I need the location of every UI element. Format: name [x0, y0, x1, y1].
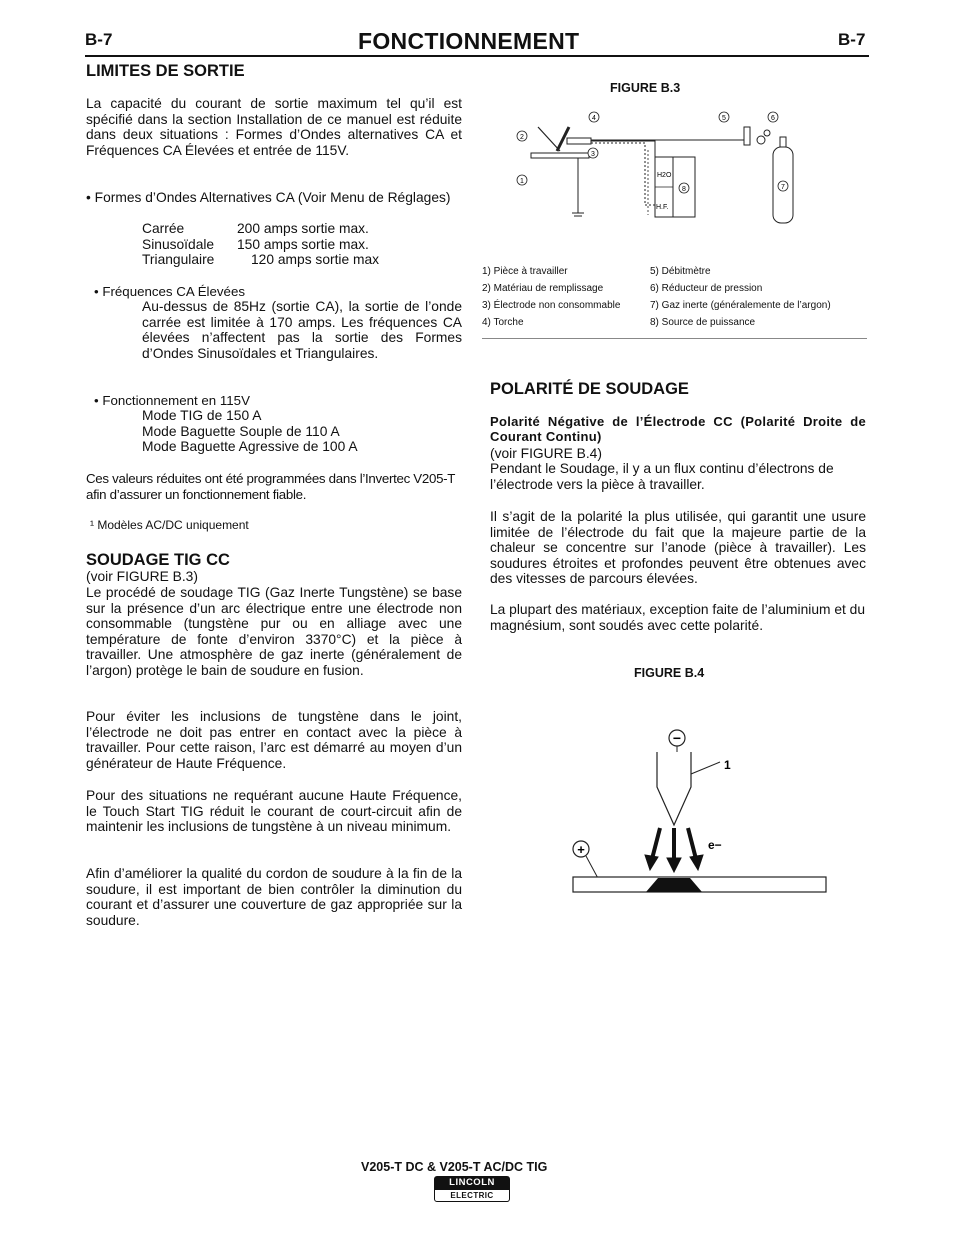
- svg-text:1: 1: [520, 178, 524, 185]
- limites-bullet-frequencies: • Fréquences CA Élevées: [94, 284, 245, 299]
- waveform-list: [142, 221, 442, 268]
- limites-note: Ces valeurs réduites ont été programmées dans l’Invertec V205-T afin d’assurer un fonctionnement fiable.: [86, 471, 455, 502]
- legend-item: 5) Débitmètre: [650, 266, 711, 277]
- electron-flow-arrows: [645, 828, 703, 872]
- callout-3: [588, 148, 598, 158]
- legend-item: 8) Source de puissance: [650, 317, 756, 328]
- svg-text:+: +: [577, 842, 585, 857]
- callout-4: [589, 112, 599, 122]
- svg-text:3: 3: [591, 151, 595, 158]
- legend-divider: [482, 338, 867, 339]
- tig-paragraph: Pour éviter les inclusions de tungstène dans le joint, l’électrode ne doit pas entrer en contact avec la pièce à travailler. Pour cette raison, l’arc est démarré au moyen d’un générateur de Haute Fréquence.: [86, 709, 462, 771]
- waveform-value: 120 amps sortie max: [251, 252, 380, 268]
- polarite-paragraph: Pendant le Soudage, il y a un flux continu d’électrons de l’électrode vers la pièce à travailler.: [490, 461, 834, 492]
- waveform-value: 200 amps sortie max.: [237, 221, 369, 236]
- limites-bullet-115v: • Fonctionnement en 115V: [94, 393, 250, 408]
- logo-bottom: ELECTRIC: [434, 1189, 510, 1202]
- legend-item: 2) Matériau de remplissage: [482, 283, 604, 294]
- mode-item: Mode TIG de 150 A: [142, 408, 262, 423]
- waveform-value: 150 amps sortie max.: [237, 236, 369, 252]
- waveform-row: [142, 237, 442, 253]
- tig-paragraph: Afin d’améliorer la qualité du cordon de soudure à la fin de la soudure, il est important de bien contrôler la diminution du courant et d’assurer une couverture de gaz appropriée sur la soudure.: [86, 866, 462, 928]
- callout-2: [517, 131, 527, 141]
- negative-terminal: [669, 730, 685, 746]
- waveform-name: Triangulaire: [142, 252, 215, 268]
- limites-bullet-waveforms: • Formes d’Ondes Alternatives CA (Voir Menu de Réglages): [86, 190, 451, 205]
- legend-item: 3) Électrode non consommable: [482, 300, 621, 311]
- svg-text:−: −: [672, 730, 682, 746]
- svg-text:8: 8: [682, 186, 686, 193]
- tig-heading: SOUDAGE TIG CC: [86, 551, 230, 569]
- h2o-label: H2O: [657, 172, 672, 179]
- page-code-right: B-7: [838, 30, 866, 49]
- tig-paragraph: Le procédé de soudage TIG (Gaz Inerte Tungstène) se base sur la présence d’un arc électrique entre une électrode non consommable (tungstène pur ou en alliage avec une température de fonte d’environ 3370°C) et la pièce à travailler. Une atmosphère de gaz inerte (généralement de l’argon) protège le bain de soudure en fusion.: [86, 585, 462, 678]
- figure-b4-diagram: [560, 722, 860, 902]
- mode-item: Mode Baguette Souple de 110 A: [142, 423, 340, 439]
- figure-b4-label: FIGURE B.4: [634, 666, 705, 680]
- figure-b3-diagram: [505, 105, 805, 230]
- legend-item: 4) Torche: [482, 317, 524, 328]
- mode-item: Mode Baguette Agressive de 100 A: [142, 439, 358, 455]
- footer-model: V205-T DC & V205-T AC/DC TIG: [361, 1160, 548, 1174]
- page-code-left: B-7: [85, 30, 113, 49]
- polarite-subheading: Polarité Négative de l’Électrode CC (Polarité Droite de Courant Continu): [490, 414, 866, 444]
- figure-b3-label: FIGURE B.3: [610, 81, 681, 95]
- hf-label: H.F.: [656, 204, 669, 211]
- mode-list: [142, 408, 462, 455]
- figure-b3-legend-right: [650, 263, 831, 331]
- waveform-name: Sinusoïdale: [142, 236, 215, 252]
- legend-item: 7) Gaz inerte (généralemente de l’argon): [650, 300, 831, 311]
- polarite-heading: POLARITÉ DE SOUDAGE: [490, 380, 689, 398]
- polarite-paragraph: La plupart des matériaux, exception faite de l’aluminium et du magnésium, sont soudés avec cette polarité.: [490, 602, 866, 633]
- callout-6: [768, 112, 778, 122]
- callout-1: 1: [724, 758, 731, 772]
- svg-text:6: 6: [771, 115, 775, 122]
- callout-5: [719, 112, 729, 122]
- svg-text:5: 5: [722, 115, 726, 122]
- callout-1: [517, 175, 527, 185]
- svg-text:4: 4: [592, 115, 596, 122]
- positive-terminal: [573, 841, 589, 857]
- callout-7: [778, 181, 788, 191]
- callout-8: [679, 183, 689, 193]
- svg-text:2: 2: [520, 134, 524, 141]
- limites-heading: LIMITES DE SORTIE: [86, 62, 245, 80]
- electron-label: e−: [708, 838, 722, 852]
- limites-intro: La capacité du courant de sortie maximum tel qu’il est spécifié dans la section Installation de ce manuel est réduite dans deux situations : Formes d’Ondes alternatives CA et Fréquences CA Élevées et entrée de 115V.: [86, 96, 462, 158]
- limites-footnote: ¹ Modèles AC/DC uniquement: [90, 518, 249, 532]
- waveform-row: [142, 221, 442, 237]
- waveform-row: [142, 252, 442, 268]
- lincoln-electric-logo: [434, 1176, 510, 1204]
- legend-item: 1) Pièce à travailler: [482, 266, 568, 277]
- waveform-name: Carrée: [142, 221, 185, 236]
- header-rule: [85, 55, 869, 57]
- frequencies-text: Au-dessus de 85Hz (sortie CA), la sortie de l’onde carrée est limitée à 170 amps. Les fréquences CA élevées n’affectent pas la sortie des Formes d’Ondes Sinusoïdales et Triangulaires.: [142, 299, 462, 361]
- legend-item: 6) Réducteur de pression: [650, 283, 763, 294]
- svg-text:7: 7: [781, 184, 785, 191]
- page-title: FONCTIONNEMENT: [358, 28, 580, 54]
- polarite-paragraph: Il s’agit de la polarité la plus utilisée, qui garantit une usure limitée de l’électrode du fait que la majeure partie de la chaleur se concentre sur l’anode (pièce à travailler). Les soudures étroites et profondes peuvent être obtenues avec des vitesses de parcours élevées.: [490, 509, 866, 587]
- logo-top: LINCOLN: [434, 1176, 510, 1189]
- tig-paragraph: Pour des situations ne requérant aucune Haute Fréquence, le Touch Start TIG réduit le courant de court-circuit afin de maintenir les inclusions de tungstène à un niveau minimum.: [86, 788, 462, 835]
- figure-b3-legend-left: [482, 263, 620, 331]
- polarite-ref: (voir FIGURE B.4): [490, 446, 602, 461]
- tig-ref: (voir FIGURE B.3): [86, 569, 198, 584]
